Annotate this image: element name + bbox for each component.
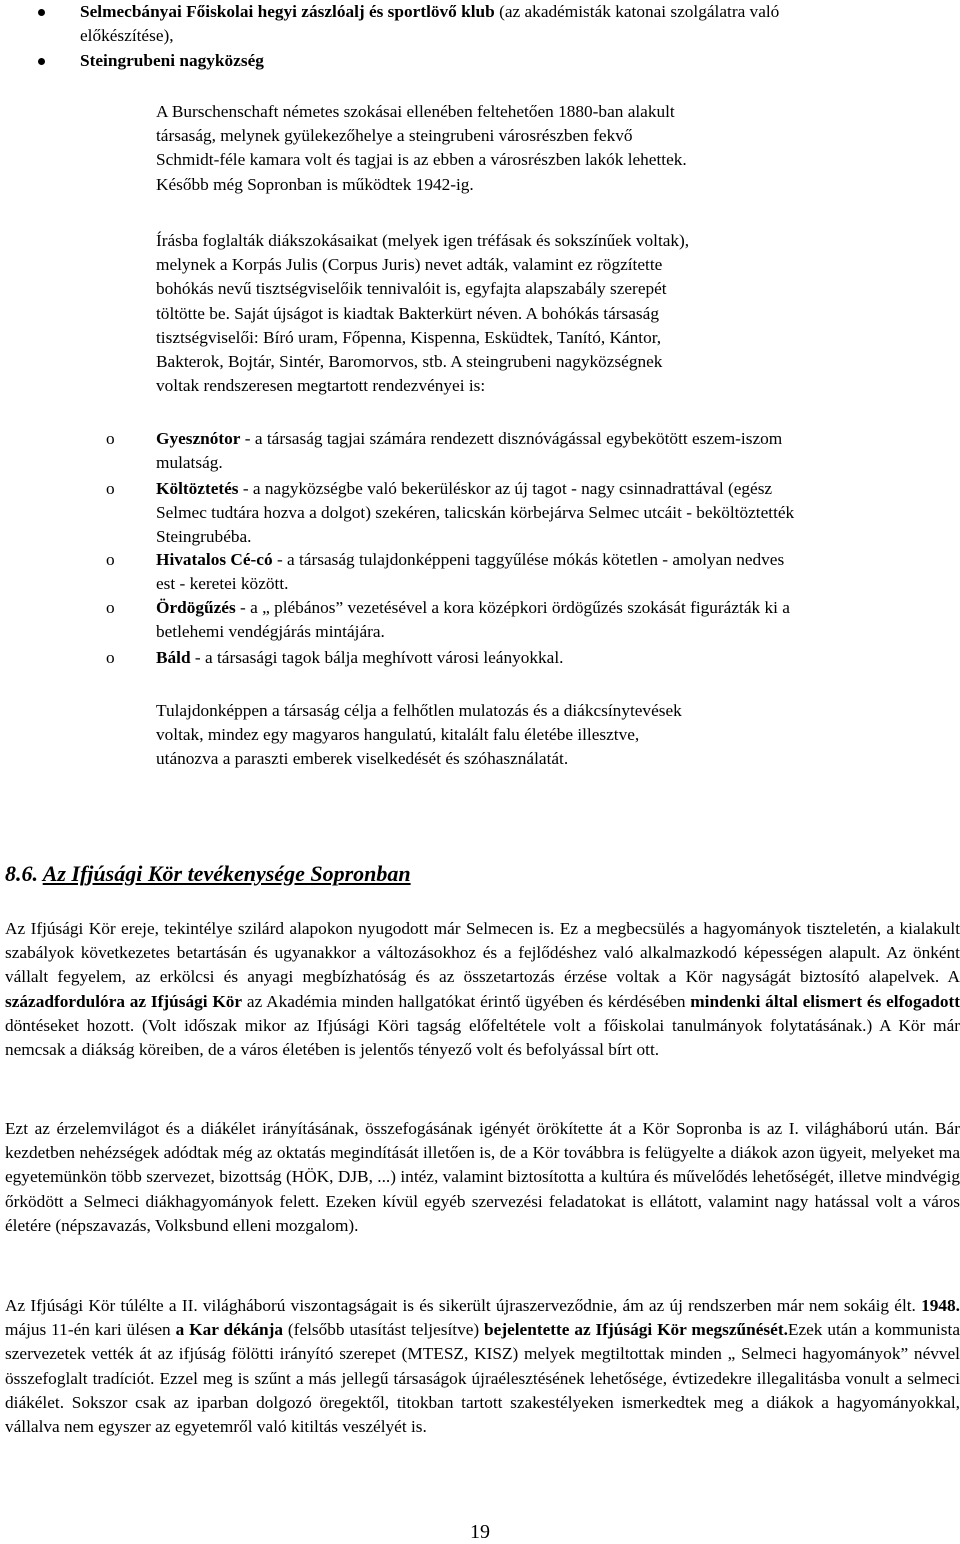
page-number: 19 xyxy=(470,1521,490,1543)
paragraph xyxy=(5,1294,960,1439)
paragraph-bold: századfordulóra az Ifjúsági Kör xyxy=(5,991,243,1011)
event-text: - a társaság tagjai számára rendezett disznóvágással egybekötött eszem-iszom xyxy=(240,429,783,448)
text-line: utánozva a paraszti emberek viselkedését és szóhasználatát. xyxy=(156,749,569,769)
event-name: Ördögűzés xyxy=(156,598,236,617)
circle-bullet-icon: o xyxy=(106,479,115,498)
circle-bullet-icon: o xyxy=(106,648,115,667)
circle-bullet-icon: o xyxy=(106,550,115,569)
text-line: voltak rendszeresen megtartott rendezvényei is: xyxy=(156,376,486,396)
customs-description xyxy=(156,229,689,398)
event-text-cont: Steingrubéba. xyxy=(156,527,252,547)
circle-bullet-icon: o xyxy=(106,598,115,617)
paragraph: Ezt az érzelemvilágot és a diákélet irányításának, összefogásának igényét örökítette át a Kör Sopronba is az I. világháború után. Bár kezdetben nehézségek adódtak még az oktatás megindítását illetően is, de a Kör továbbra is felügyelte a diákok azon ügyeit, melyeket ma egyetemünkön több szervezet, bizottság (HÖK, DJB, ...) intéz, valamint biztosította a kultúra és művelődés lehetőségét, illetve mindvégig őrködött a Selmeci diákhagyományok felett. Ezeken kívül egyéb szervezési feladatokat is ellátott, valamint nagy hatással volt a város életére (népszavazás, Volksbund elleni mozgalom). xyxy=(5,1119,960,1235)
event-text: - a társaság tulajdonképpeni taggyűlése mókás kötetlen - amolyan nedves xyxy=(272,550,785,569)
bullet-text: (az akadémisták katonai szolgálatra való xyxy=(494,2,780,21)
steingrub-description xyxy=(156,100,687,197)
paragraph-text: Az Ifjúsági Kör túlélte a II. világháború viszontagságait is és sikerült újraszerveződnie, ám az új rendszerben már nem sokáig élt. xyxy=(5,1296,922,1315)
paragraph-bold: mindenki által elismert és elfogadott xyxy=(690,991,960,1011)
paragraph-bold: 1948. xyxy=(921,1296,960,1315)
event-name: Báld xyxy=(156,648,191,667)
event-text: - a nagyközségbe való bekerüléskor az új tagot - nagy csinnadrattával (egész xyxy=(238,479,773,498)
paragraph-text: döntéseket hozott. (Volt időszak mikor az Ifjúsági Köri tagság előfeltétele volt a főiskolai tanulmányok folytatásának.) A Kör már nemcsak a diákság köreiben, de a város életében is jelentős tényező volt és befolyással bírt ott. xyxy=(5,1015,960,1060)
event-name: Költöztetés xyxy=(156,479,239,498)
text-line: A Burschenschaft németes szokásai ellenében feltehetően 1880-ban alakult xyxy=(156,102,675,121)
event-name: Gyesznótor xyxy=(156,429,241,448)
section-title: Az Ifjúsági Kör tevékenysége Sopronban xyxy=(42,861,411,886)
paragraph-text: az Akadémia minden hallgatókat érintő ügyében és kérdésében xyxy=(242,991,691,1011)
section-number: 8.6. xyxy=(5,861,38,886)
bullet-icon xyxy=(38,9,45,16)
text-line: melynek a Korpás Julis (Corpus Juris) nevet adták, valamint ez rögzítette xyxy=(156,255,663,275)
bullet-icon xyxy=(38,58,45,65)
bullet-bold: Selmecbányai Főiskolai hegyi zászlóalj és sportlövő klub xyxy=(80,2,495,21)
paragraph-text: Az Ifjúsági Kör ereje, tekintélye szilárd alapokon nyugodott már Selmecen is. Ez a megbecsülés a hagyományok tiszteletén, a kialakult szabályok következetes betartásán és ugyanakkor a változásokhoz és a fejlődéshez való alkalmazkodó képességen alapult. Az önként vállalt fegyelem, az erkölcsi és anyagi megbízhatóság és az összetartozás érzése voltak a Kör nagyságát biztosító alapelvek. A xyxy=(5,919,960,987)
text-line: Írásba foglalták diákszokásaikat (melyek igen tréfásak és sokszínűek voltak), xyxy=(156,231,690,250)
paragraph-text: (felsőbb utasítást teljesítve) xyxy=(283,1320,485,1340)
section-heading xyxy=(5,860,411,888)
event-text: - a „ plébános” vezetésével a kora középkori ördögűzés szokását figurázták ki a xyxy=(235,598,790,617)
text-line: Később még Sopronban is működtek 1942-ig. xyxy=(156,174,474,194)
bullet-text-cont: előkészítése), xyxy=(80,26,174,46)
paragraph-bold: bejelentette az Ifjúsági Kör megszűnését. xyxy=(484,1320,788,1340)
event-text: - a társasági tagok bálja meghívott városi leányokkal. xyxy=(190,648,564,667)
text-line: voltak, mindez egy magyaros hangulatú, kitalált falu életébe illesztve, xyxy=(156,725,640,745)
paragraph-text: május 11-én kari ülésen xyxy=(5,1320,176,1340)
text-line: Tulajdonképpen a társaság célja a felhőtlen mulatozás és a diákcsínytevések xyxy=(156,701,682,720)
event-text-cont: betlehemi vendégjárás mintájára. xyxy=(156,622,385,642)
text-line: társaság, melynek gyülekezőhelye a steingrubeni városrészben fekvő xyxy=(156,126,633,146)
bullet-bold: Steingrubeni nagyközség xyxy=(80,51,264,70)
purpose-description xyxy=(156,699,682,772)
event-name: Hivatalos Cé-có xyxy=(156,550,273,569)
text-line: Bakterok, Bojtár, Sintér, Baromorvos, stb. A steingrubeni nagyközségnek xyxy=(156,352,663,372)
paragraph-bold: a Kar dékánja xyxy=(175,1320,284,1340)
circle-bullet-icon: o xyxy=(106,429,115,448)
text-line: töltötte be. Saját újságot is kiadtak Bakterkürt néven. A bohókás társaság xyxy=(156,303,659,323)
paragraph xyxy=(5,917,960,1062)
text-line: bohókás nevű tisztségviselőik tennivalóit is, egyfajta alapszabály szerepét xyxy=(156,279,667,299)
paragraph-text: Ezek után a kommunista szervezetek vették át az ifjúság fölötti irányító szerepet (MTESZ, KISZ) melyek megtiltottak minden „ Selmeci hagyományok” névvel összefoglalt tradíciót. Ezzel meg is szűnt a más jellegű társaságok újraélesztésének lehetősége, évtizedekre illegalitásba vonult a selmeci diákélet. Sokszor csak az iparban dolgozó öregektől, titokban tartott szakestélyeken ismerkedtek meg a diákok a hagyományokkal, vállalva nem egyszer az egyetemről való kitiltás veszélyét is. xyxy=(5,1320,960,1437)
text-line: Schmidt-féle kamara volt és tagjai is az ebben a városrészben lakók lehettek. xyxy=(156,150,687,170)
event-text-cont: Selmec tudtára hozva a dolgot) szekéren, talicskán körbejárva Selmec utcáit - beköltöztették xyxy=(156,503,795,523)
event-text-cont: mulatság. xyxy=(156,453,223,473)
text-line: tisztségviselői: Bíró uram, Főpenna, Kispenna, Esküdtek, Tanító, Kántor, xyxy=(156,327,662,347)
event-text-cont: est - keretei között. xyxy=(156,574,289,594)
